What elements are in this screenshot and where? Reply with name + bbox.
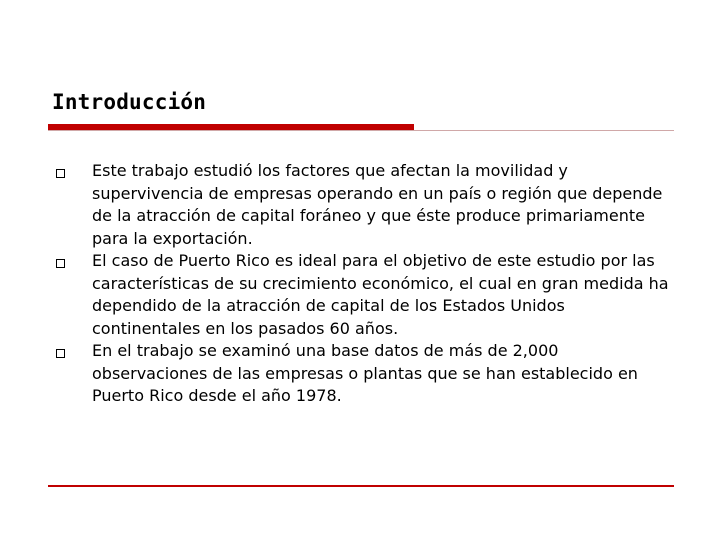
square-bullet-icon bbox=[56, 349, 65, 358]
square-bullet-icon bbox=[56, 169, 65, 178]
bullet-item bbox=[56, 340, 676, 408]
bullet-text: El caso de Puerto Rico es ideal para el objetivo de este estudio por las características de su crecimiento económico, el cual en gran medida ha dependido de la atracción de capital de los Estados Unidos continentales en los pasados 60 años. bbox=[92, 251, 669, 338]
footer-divider bbox=[48, 485, 674, 487]
square-bullet-icon bbox=[56, 259, 65, 268]
title-divider bbox=[48, 124, 674, 132]
bullet-list bbox=[56, 160, 676, 408]
bullet-item bbox=[56, 250, 676, 340]
bullet-text: En el trabajo se examinó una base datos de más de 2,000 observaciones de las empresas o plantas que se han establecido en Puerto Rico desde el año 1978. bbox=[92, 341, 638, 405]
bullet-text: Este trabajo estudió los factores que afectan la movilidad y supervivencia de empresas operando en un país o región que depende de la atracción de capital foráneo y que éste produce primariamente para la exportación. bbox=[92, 161, 663, 248]
slide-title: Introducción bbox=[52, 90, 207, 114]
bullet-item bbox=[56, 160, 676, 250]
title-underline bbox=[48, 130, 674, 131]
